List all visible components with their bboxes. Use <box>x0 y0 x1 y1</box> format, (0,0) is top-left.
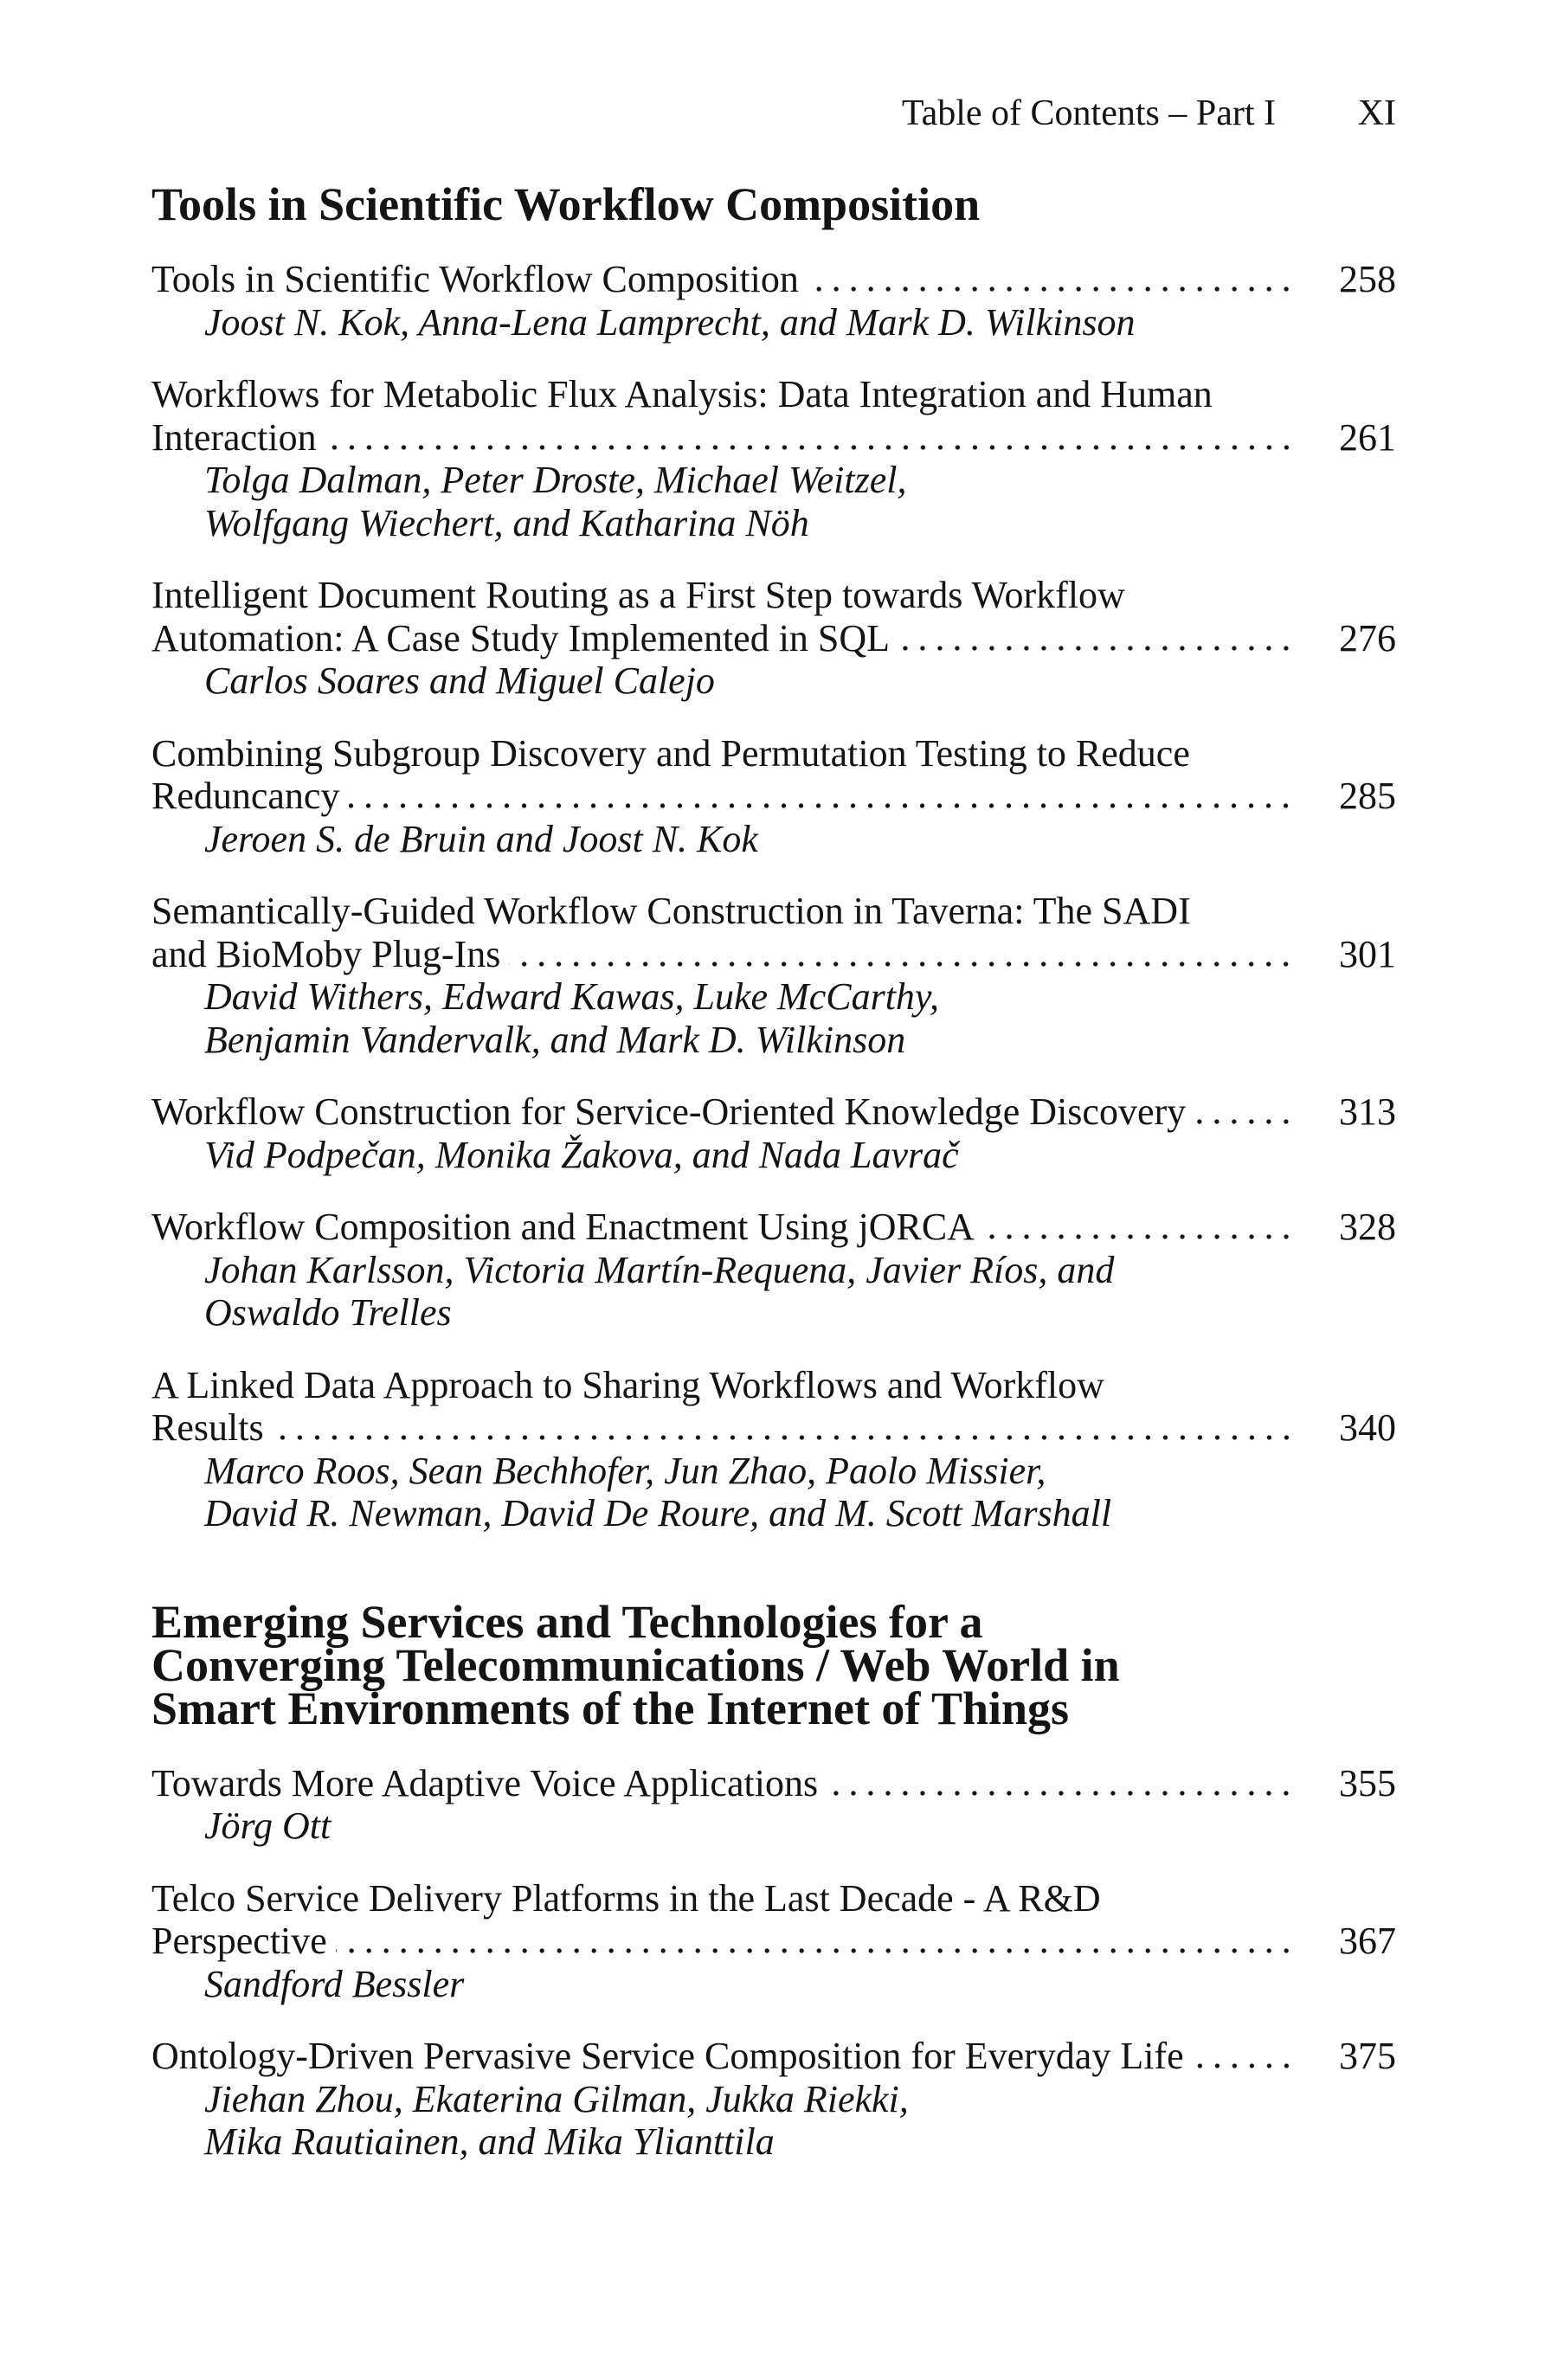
entry-title-row <box>151 933 1396 976</box>
entry-title-row <box>151 1090 1396 1134</box>
toc-entry <box>151 574 1396 703</box>
toc-entry <box>151 373 1396 544</box>
toc-entry <box>151 1206 1396 1335</box>
entry-title-row <box>151 1920 1396 1963</box>
entry-title-line: Ontology-Driven Pervasive Service Composition for Everyday Life <box>151 2035 1184 2077</box>
toc-body <box>151 178 1396 2164</box>
entry-page-number: 285 <box>1339 775 1396 817</box>
entry-page-number: 301 <box>1339 932 1396 975</box>
entry-page-number: 258 <box>1339 258 1396 300</box>
entry-title-row <box>151 2035 1396 2078</box>
entry-title-line: Automation: A Case Study Implemented in SQL <box>151 616 891 659</box>
entry-title-line: Telco Service Delivery Platforms in the Last Decade - A R&D <box>151 1876 1101 1920</box>
toc-entry <box>151 732 1396 861</box>
entry-title-row <box>151 1206 1396 1249</box>
entry-title-line: Workflows for Metabolic Flux Analysis: Data Integration and Human <box>151 373 1213 415</box>
entry-title-line: Perspective <box>151 1920 327 1962</box>
toc-entry <box>151 1762 1396 1848</box>
entry-title-line: Tools in Scientific Workflow Composition <box>151 258 799 300</box>
entry-title-line: Combining Subgroup Discovery and Permutation Testing to Reduce <box>151 731 1190 775</box>
toc-entry <box>151 890 1396 1061</box>
toc-section <box>151 1595 1396 2164</box>
entry-page-number: 375 <box>1339 2035 1396 2077</box>
running-head-page-number: XI <box>1357 93 1396 133</box>
dot-leader <box>325 416 1295 460</box>
entry-authors-line: Joost N. Kok, Anna-Lena Lamprecht, and Mark D. Wilkinson <box>204 300 1136 344</box>
entry-authors-line: David R. Newman, David De Roure, and M. Scott Marshall <box>204 1492 1112 1534</box>
section-heading-line: Emerging Services and Technologies for a <box>151 1595 983 1648</box>
toc-entry <box>151 1877 1396 2006</box>
entry-authors-line: Mika Rautiainen, and Mika Ylianttila <box>204 2120 775 2163</box>
entry-title-line: Workflow Construction for Service-Oriented Knowledge Discovery <box>151 1090 1187 1133</box>
entry-page-number: 355 <box>1339 1761 1396 1804</box>
entry-title-line: Intelligent Document Routing as a First Step towards Workflow <box>151 574 1125 616</box>
entry-title-row <box>151 1762 1396 1805</box>
entry-page-number: 340 <box>1339 1406 1396 1449</box>
entry-authors-line: Carlos Soares and Miguel Calejo <box>204 659 715 702</box>
toc-section <box>151 178 1396 1535</box>
section-heading-line: Converging Telecommunications / Web World in <box>151 1638 1120 1691</box>
entry-page-number: 276 <box>1339 616 1396 659</box>
entry-title-line: Reduncancy <box>151 775 340 817</box>
entry-authors-line: Jeroen S. de Bruin and Joost N. Kok <box>204 817 758 860</box>
entry-authors-line: David Withers, Edward Kawas, Luke McCarthy, <box>204 975 940 1018</box>
entry-authors-line: Oswaldo Trelles <box>204 1291 452 1334</box>
dot-leader <box>1194 1090 1295 1134</box>
entry-title-row <box>151 1406 1396 1450</box>
entry-title-line: and BioMoby Plug-Ins <box>151 932 501 975</box>
dot-leader <box>983 1206 1295 1249</box>
entry-title-row <box>151 775 1396 818</box>
toc-entry <box>151 1364 1396 1535</box>
dot-leader <box>336 1920 1295 1963</box>
entry-page-number: 328 <box>1339 1206 1396 1248</box>
dot-leader <box>898 617 1295 660</box>
entry-authors-line: Jiehan Zhou, Ekaterina Gilman, Jukka Riekki, <box>204 2077 909 2120</box>
entry-authors-line: Johan Karlsson, Victoria Martín-Requena, Javier Ríos, and <box>204 1248 1115 1291</box>
entry-title-line: A Linked Data Approach to Sharing Workflows and Workflow <box>151 1363 1104 1406</box>
entry-authors-line: Sandford Bessler <box>204 1962 465 2005</box>
entry-title-line: Interaction <box>151 415 317 459</box>
running-head-title: Table of Contents – Part I <box>901 93 1276 133</box>
toc-content <box>151 92 1396 2164</box>
dot-leader <box>348 775 1295 818</box>
running-head <box>151 92 1396 135</box>
entry-title-line: Results <box>151 1406 264 1449</box>
dot-leader <box>273 1406 1295 1450</box>
dot-leader <box>509 933 1295 976</box>
entry-title-line: Semantically-Guided Workflow Construction in Taverna: The SADI <box>151 890 1191 932</box>
entry-authors-line: Wolfgang Wiechert, and Katharina Nöh <box>204 501 809 544</box>
entry-title-line: Workflow Composition and Enactment Using jORCA <box>151 1206 975 1248</box>
dot-leader <box>808 258 1295 301</box>
toc-entry <box>151 1090 1396 1176</box>
toc-entry <box>151 2035 1396 2164</box>
entry-authors-line: Jörg Ott <box>204 1804 331 1847</box>
entry-title-row <box>151 416 1396 460</box>
entry-title-line: Towards More Adaptive Voice Applications <box>151 1761 819 1804</box>
entry-title-row <box>151 258 1396 301</box>
entry-page-number: 367 <box>1339 1920 1396 1962</box>
entry-authors-line: Vid Podpečan, Monika Žakova, and Nada Lavrač <box>204 1133 959 1176</box>
toc-entry <box>151 258 1396 344</box>
entry-authors-line: Marco Roos, Sean Bechhofer, Jun Zhao, Paolo Missier, <box>204 1449 1046 1492</box>
section-heading-line: Smart Environments of the Internet of Things <box>151 1682 1070 1734</box>
entry-page-number: 313 <box>1339 1090 1396 1133</box>
section-heading <box>151 1595 1396 1734</box>
entry-authors-line: Tolga Dalman, Peter Droste, Michael Weitzel, <box>204 459 907 501</box>
entry-authors-line: Benjamin Vandervalk, and Mark D. Wilkinson <box>204 1018 906 1061</box>
entry-page-number: 261 <box>1339 415 1396 459</box>
dot-leader <box>827 1762 1295 1805</box>
dot-leader <box>1193 2035 1295 2078</box>
entry-title-row <box>151 617 1396 660</box>
section-heading <box>151 178 1396 230</box>
section-heading-line: Tools in Scientific Workflow Composition <box>151 178 981 230</box>
